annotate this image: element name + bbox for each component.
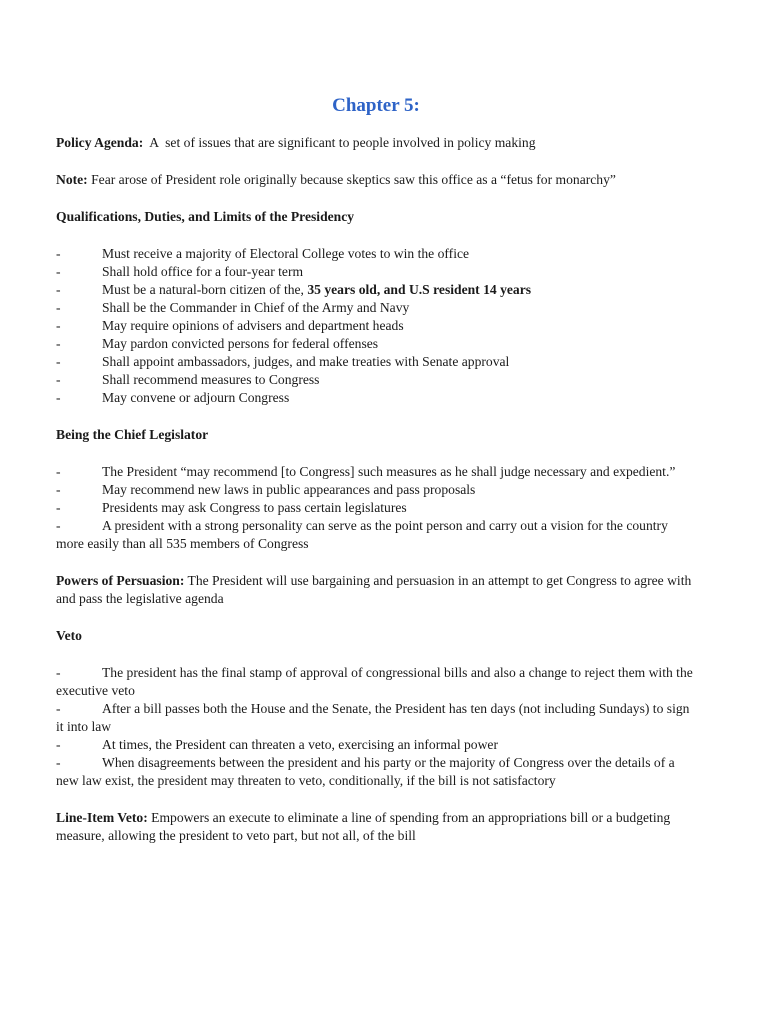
list-item: [56, 389, 696, 407]
list-item-text: At times, the President can threaten a veto, exercising an informal power: [102, 737, 498, 752]
dash-bullet: -: [56, 264, 61, 279]
line-item-veto-text: Empowers an execute to eliminate a line of spending from an appropriations bill or a budgeting measure, allowing the president to veto part, but not all, of the bill: [56, 810, 674, 843]
list-item: [56, 245, 696, 263]
chief-legislator-list: [56, 463, 696, 553]
dash-bullet: -: [56, 701, 61, 716]
list-item-text: Must be a natural-born citizen of the,: [102, 282, 308, 297]
list-item: [56, 335, 696, 353]
list-item-text: May recommend new laws in public appearances and pass proposals: [102, 482, 476, 497]
dash-bullet: -: [56, 390, 61, 405]
list-item: [56, 299, 696, 317]
dash-bullet: -: [56, 300, 61, 315]
list-item: [56, 263, 696, 281]
policy-agenda-label: Policy Agenda:: [56, 135, 144, 150]
dash-bullet: -: [56, 354, 61, 369]
list-item-text: Shall be the Commander in Chief of the Army and Navy: [102, 300, 410, 315]
list-item-text: Shall appoint ambassadors, judges, and make treaties with Senate approval: [102, 354, 510, 369]
list-item-text: When disagreements between the president and his party or the majority of Congress over the details of a new law exist, the president may threaten to veto, conditionally, if the bill is not satisfactory: [56, 755, 675, 788]
note-paragraph: [56, 171, 696, 189]
list-item-text: Presidents may ask Congress to pass certain legislatures: [102, 500, 407, 515]
persuasion-label: Powers of Persuasion:: [56, 573, 185, 588]
persuasion-text: The President will use bargaining and persuasion in an attempt to get Congress to agree with and pass the legislative agenda: [56, 573, 695, 606]
citizenship-requirement-bold: 35 years old, and U.S resident 14 years: [307, 282, 532, 297]
chapter-title: Chapter 5:: [332, 95, 420, 116]
list-item: [56, 499, 696, 517]
list-item-text: Must receive a majority of Electoral College votes to win the office: [102, 246, 470, 261]
dash-bullet: -: [56, 282, 61, 297]
list-item-text: Shall hold office for a four-year term: [102, 264, 304, 279]
list-item: [56, 281, 696, 299]
list-item-text: The President “may recommend [to Congress] such measures as he shall judge necessary and expedient.”: [102, 464, 676, 479]
list-item: [56, 463, 696, 481]
policy-agenda-text: A set of issues that are significant to people involved in policy making: [143, 135, 536, 150]
policy-agenda-paragraph: [56, 134, 696, 152]
list-item-text: Shall recommend measures to Congress: [102, 372, 320, 387]
dash-bullet: -: [56, 246, 61, 261]
list-item: [56, 517, 696, 553]
qualifications-list: [56, 245, 696, 407]
list-item-text: May convene or adjourn Congress: [102, 390, 290, 405]
document-content: [56, 94, 696, 864]
dash-bullet: -: [56, 518, 61, 533]
persuasion-paragraph: [56, 572, 696, 608]
list-item-text: The president has the final stamp of approval of congressional bills and also a change to reject them with the executive veto: [56, 665, 693, 698]
list-item: [56, 736, 696, 754]
dash-bullet: -: [56, 318, 61, 333]
list-item: [56, 481, 696, 499]
dash-bullet: -: [56, 482, 61, 497]
list-item: [56, 664, 696, 700]
dash-bullet: -: [56, 737, 61, 752]
list-item-text: May pardon convicted persons for federal offenses: [102, 336, 379, 351]
list-item-text: After a bill passes both the House and the Senate, the President has ten days (not including Sundays) to sign it into law: [56, 701, 690, 734]
veto-heading: Veto: [56, 628, 82, 643]
line-item-veto-paragraph: [56, 809, 696, 845]
note-text: Fear arose of President role originally because skeptics saw this office as a “fetus for monarchy”: [87, 172, 616, 187]
list-item-text: A president with a strong personality can serve as the point person and carry out a vision for the country more easily than all 535 members of Congress: [56, 518, 668, 551]
list-item-text: May require opinions of advisers and department heads: [102, 318, 404, 333]
qualifications-heading: Qualifications, Duties, and Limits of the Presidency: [56, 209, 355, 224]
line-item-veto-label: Line-Item Veto:: [56, 810, 148, 825]
dash-bullet: -: [56, 372, 61, 387]
list-item: [56, 353, 696, 371]
dash-bullet: -: [56, 464, 61, 479]
list-item: [56, 700, 696, 736]
dash-bullet: -: [56, 336, 61, 351]
dash-bullet: -: [56, 500, 61, 515]
veto-list: [56, 664, 696, 790]
list-item: [56, 754, 696, 790]
note-label: Note:: [56, 172, 88, 187]
list-item: [56, 317, 696, 335]
dash-bullet: -: [56, 665, 61, 680]
chief-legislator-heading: Being the Chief Legislator: [56, 427, 209, 442]
list-item: [56, 371, 696, 389]
dash-bullet: -: [56, 755, 61, 770]
